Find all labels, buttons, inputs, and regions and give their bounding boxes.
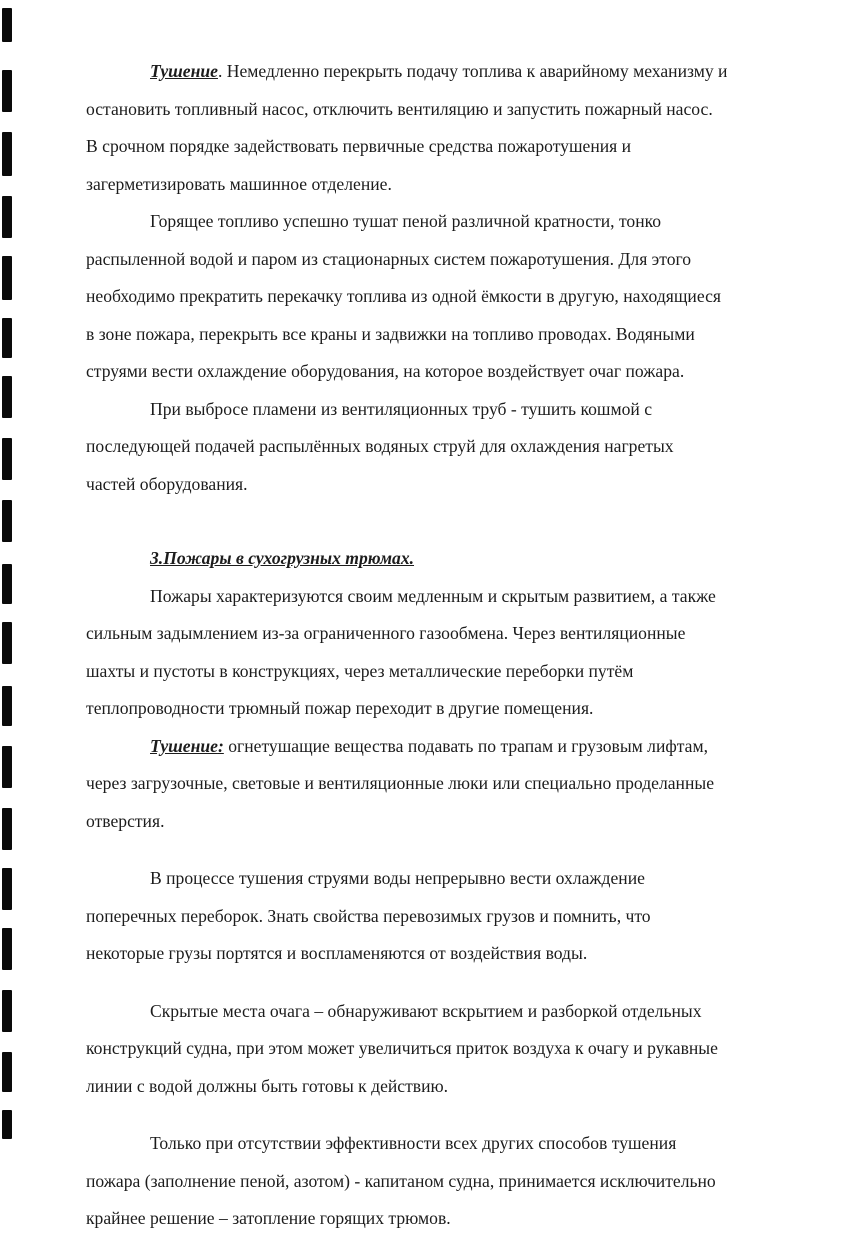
binding-hole: [2, 808, 12, 850]
lead-term: Тушение: [150, 735, 218, 756]
text-span: огнетушащие вещества подавать по трапам и грузовым лифтам,: [223, 735, 709, 756]
paragraph-burning-fuel: [86, 203, 846, 391]
binding-hole: [2, 318, 12, 358]
text-line: [86, 728, 846, 766]
text-line: распыленной водой и паром из стационарных систем пожаротушения. Для этого: [86, 248, 692, 269]
text-line: необходимо прекратить перекачку топлива из одной ёмкости в другую, находящиеся: [86, 286, 721, 306]
text-line: загерметизировать машинное отделение.: [86, 173, 392, 194]
text-line: сильным задымлением из-за ограниченного газообмена. Через вентиляционные: [86, 623, 686, 643]
text-line: поперечных переборок. Знать свойства перевозимых грузов и помнить, что: [86, 905, 651, 926]
text-line: линии с водой должны быть готовы к действию.: [86, 1075, 449, 1096]
spacer: [86, 503, 846, 540]
binding-hole: [2, 928, 12, 970]
document-page: [86, 53, 846, 1238]
binding-hole: [2, 746, 12, 788]
paragraph-cooling-bulkheads: [86, 860, 846, 973]
spacer: [86, 840, 846, 860]
binding-hole: [2, 990, 12, 1032]
text-line: струями вести охлаждение оборудования, на которое воздействует очаг пожара.: [86, 361, 685, 381]
text-line: теплопроводности трюмный пожар переходит в другие помещения.: [86, 698, 594, 718]
binding-hole: [2, 438, 12, 480]
text-line: [86, 53, 846, 91]
binding-hole: [2, 132, 12, 176]
text-line: последующей подачей распылённых водяных струй для охлаждения нагретых: [86, 436, 674, 456]
text-line: Скрытые места очага – обнаруживают вскрытием и разборкой отдельных: [150, 1000, 702, 1021]
paragraph-hidden-sources: [86, 993, 846, 1106]
paragraph-extinguishing-engine-room: [86, 53, 846, 203]
text-line: пожара (заполнение пеной, азотом) - капитаном судна, принимается исключительно: [86, 1170, 716, 1191]
text-line: Пожары характеризуются своим медленным и скрытым развитием, а также: [150, 585, 716, 606]
paragraph-extinguishing-holds: [86, 728, 846, 841]
spacer: [86, 1105, 846, 1125]
binding-hole: [2, 564, 12, 604]
lead-colon: :: [217, 735, 224, 756]
paragraph-ventilation-flames: [86, 391, 846, 504]
binding-hole: [2, 686, 12, 726]
binding-hole: [2, 622, 12, 664]
binding-holes: [0, 0, 30, 1139]
binding-hole: [2, 8, 12, 42]
text-line: шахты и пустоты в конструкциях, через металлические переборки путём: [86, 660, 634, 681]
text-line: отверстия.: [86, 810, 165, 831]
text-line: некоторые грузы портятся и воспламеняются от воздействия воды.: [86, 943, 588, 963]
text-line: конструкций судна, при этом может увеличиться приток воздуха к очагу и рукавные: [86, 1038, 718, 1058]
text-line: Только при отсутствии эффективности всех других способов тушения: [150, 1133, 677, 1153]
text-line: В срочном порядке задействовать первичные средства пожаротушения и: [86, 136, 632, 156]
text-line: При выбросе пламени из вентиляционных труб - тушить кошмой с: [150, 398, 652, 419]
binding-hole: [2, 256, 12, 300]
text-line: остановить топливный насос, отключить вентиляцию и запустить пожарный насос.: [86, 98, 713, 119]
binding-hole: [2, 376, 12, 418]
spacer: [86, 973, 846, 993]
binding-hole: [2, 70, 12, 112]
paragraph-hold-fires: [86, 578, 846, 728]
text-line: частей оборудования.: [86, 473, 248, 494]
binding-hole: [2, 868, 12, 910]
section-heading: 3.Пожары в сухогрузных трюмах.: [150, 548, 415, 568]
binding-hole: [2, 1052, 12, 1092]
text-line: крайнее решение – затопление горящих трюмов.: [86, 1208, 451, 1228]
binding-hole: [2, 1110, 12, 1139]
text-line: Горящее топливо успешно тушат пеной различной кратности, тонко: [150, 211, 662, 231]
binding-hole: [2, 196, 12, 238]
text-line: в зоне пожара, перекрыть все краны и задвижки на топливо проводах. Водяными: [86, 323, 695, 344]
text-line: В процессе тушения струями воды непрерывно вести охлаждение: [150, 868, 645, 888]
binding-hole: [2, 500, 12, 542]
text-span: . Немедленно перекрыть подачу топлива к аварийному механизму и: [217, 61, 728, 81]
lead-term: Тушение: [150, 61, 218, 81]
paragraph-flooding-holds: [86, 1125, 846, 1238]
text-line: через загрузочные, световые и вентиляционные люки или специально проделанные: [86, 773, 715, 793]
